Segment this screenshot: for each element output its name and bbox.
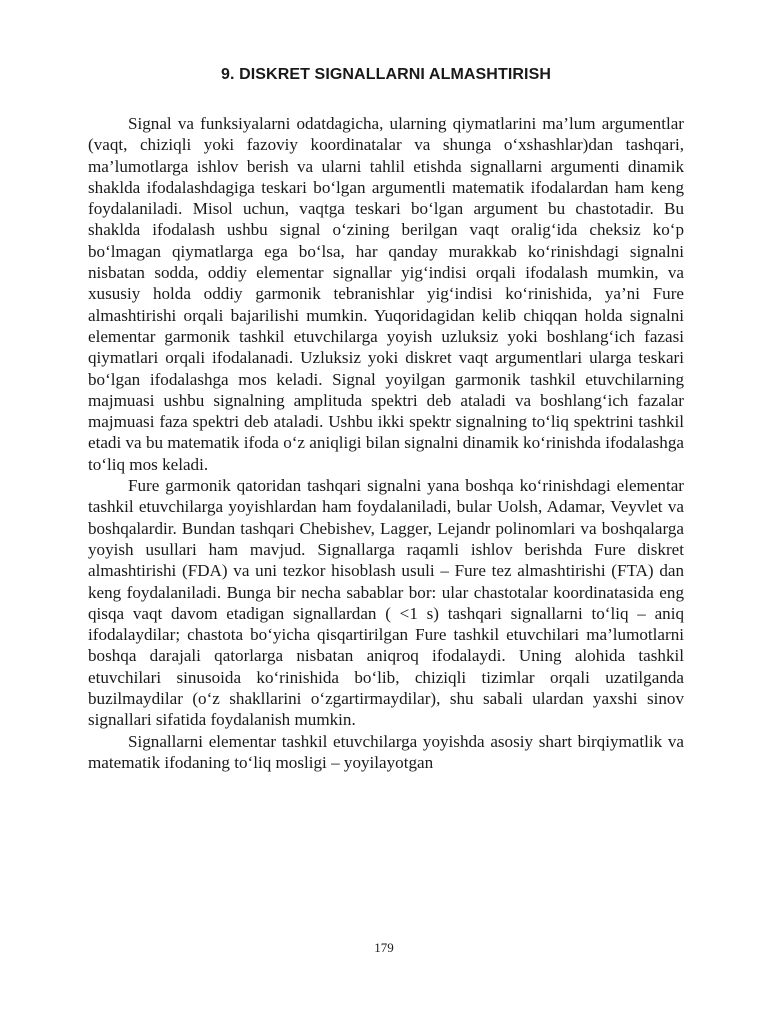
document-page [88, 66, 684, 773]
paragraph-2: Fure garmonik qatoridan tashqari signalni yana boshqa ko‘rinishdagi elementar tashkil etuvchilarga yoyishlardan ham foydalaniladi, bular Uolsh, Adamar, Veyvlet va boshqalardir. Bundan tashqari Chebishev, Lagger, Lejandr polinomlari va boshqalarga yoyish usullari ham mavjud. Signallarga raqamli ishlov berishda Fure diskret almashtirishi (FDA) va uni tezkor hisoblash usuli – Fure tez almashtirishi (FTA) dan keng foydalaniladi. Bunga bir necha sabablar bor: ular chastotalar koordinatasida eng qisqa vaqt davom etadigan signallardan ( <1 s) tashqari signallarni to‘liq – aniq ifodalaydilar; chastota bo‘yicha qisqartirilgan Fure tashkil etuvchilari ma’lumotlarni boshqa darajali qatorlarga nisbatan aniqroq ifodalaydi. Uning alohida tashkil etuvchilari sinusoida ko‘rinishida bo‘lib, chiziqli tizimlar orqali uzatilganda buzilmaydilar (o‘z shakllarini o‘zgartirmaydilar), shu sabali ulardan yaxshi sinov signallari sifatida foydalanish mumkin. [88, 476, 684, 730]
chapter-title: 9. DISKRET SIGNALLARNI ALMASHTIRISH [220, 66, 552, 83]
paragraph-3: Signallarni elementar tashkil etuvchilarga yoyishda asosiy shart birqiymatlik va matematik ifodaning to‘liq mosligi – yoyilayotgan [88, 731, 684, 772]
page-number: 179 [374, 940, 394, 955]
paragraph-1: Signal va funksiyalarni odatdagicha, ularning qiymatlarini ma’lum argumentlar (vaqt, chiziqli yoki fazoviy koordinatalar va shunga o‘xshashlar)dan tashqari, ma’lumotlarga ishlov berish va ularni tahlil etishda signallarni argumenti dinamik shaklda ifodalashdagiga teskari bo‘lgan argumentli matematik ifodalardan ham keng foydalaniladi. Misol uchun, vaqtga teskari bo‘lgan argument bu chastotadir. Bu shaklda ifodalash ushbu signal o‘zining berilgan vaqt oralig‘ida cheksiz ko‘p bo‘lmagan qiymatlarga ega bo‘lsa, har qanday murakkab ko‘rinishdagi signalni nisbatan sodda, oddiy elementar signallar yig‘indisi orqali ifodalash mumkin, va xususiy holda oddiy garmonik tebranishlar yig‘indisi ko‘rinishida, ya’ni Fure almashtirishi orqali bajarilishi mumkin. Yuqoridagidan kelib chiqqan holda signalni elementar garmonik tashkil etuvchilarga yoyish uzluksiz yoki boshlang‘ich fazasi qiymatlari orqali ifodalanadi. Uzluksiz yoki diskret vaqt argumentlari ularga teskari bo‘lgan ifodalashga mos keladi. Signal yoyilgan garmonik tashkil etuvchilarning majmuasi ushbu signalning amplituda spektri deb ataladi va boshlang‘ich fazalar majmuasi faza spektri deb ataladi. Ushbu ikki spektr signalning to‘liq spektrini tashkil etadi va bu matematik ifoda o‘z aniqligi bilan signalni dinamik ko‘rinishda ifodalashga to‘liq mos keladi. [88, 114, 684, 474]
